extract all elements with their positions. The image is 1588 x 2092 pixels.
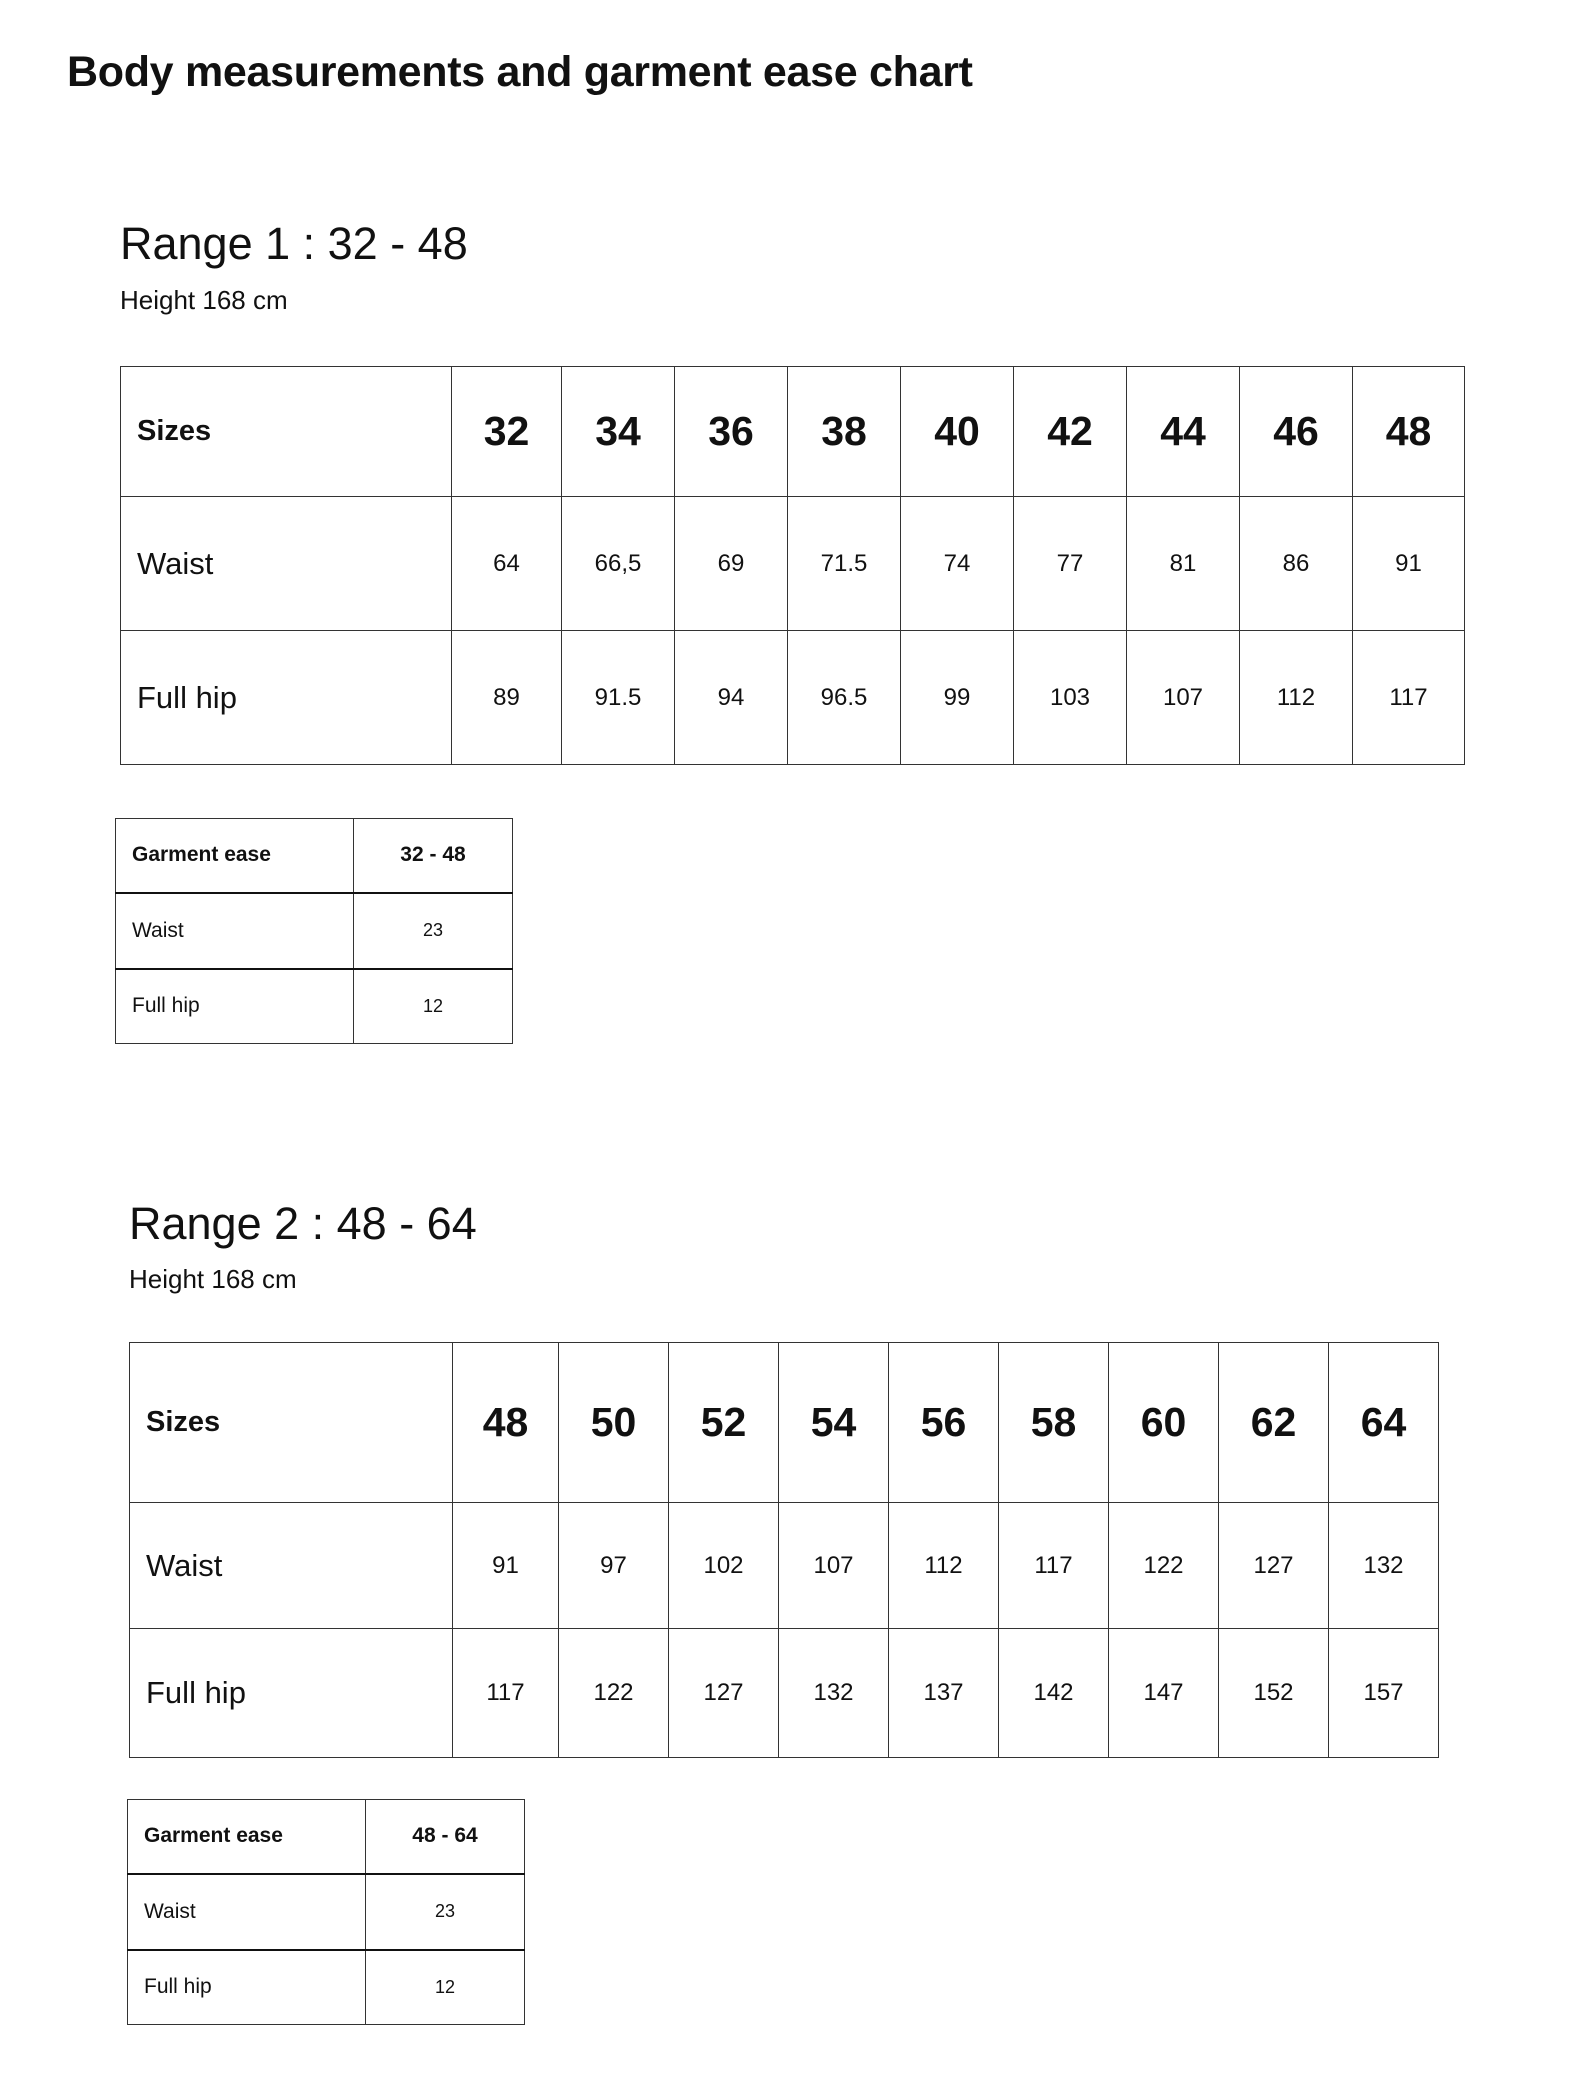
value-cell: 157 (1329, 1629, 1439, 1758)
value-cell: 77 (1014, 497, 1127, 631)
value-cell: 86 (1240, 497, 1353, 631)
size-cell: 52 (669, 1343, 779, 1503)
table-row (121, 497, 1465, 631)
value-cell: 107 (1127, 631, 1240, 765)
range-1-size-table (120, 366, 1465, 765)
value-cell: 147 (1109, 1629, 1219, 1758)
table-row (121, 631, 1465, 765)
range-2-ease-table (127, 1799, 525, 2025)
value-cell: 137 (889, 1629, 999, 1758)
header-label: Sizes (130, 1343, 453, 1503)
size-cell: 42 (1014, 367, 1127, 497)
value-cell: 127 (1219, 1503, 1329, 1629)
range-2-height: Height 168 cm (129, 1264, 297, 1294)
ease-row-label: Waist (128, 1874, 366, 1950)
value-cell: 69 (675, 497, 788, 631)
row-label: Waist (121, 497, 452, 631)
ease-value: 23 (354, 893, 513, 969)
value-cell: 103 (1014, 631, 1127, 765)
value-cell: 112 (1240, 631, 1353, 765)
table-header-row (130, 1343, 1439, 1503)
table-row (128, 1950, 525, 2025)
range-2-title: Range 2 : 48 - 64 (129, 1198, 477, 1249)
value-cell: 94 (675, 631, 788, 765)
value-cell: 97 (559, 1503, 669, 1629)
size-cell: 64 (1329, 1343, 1439, 1503)
value-cell: 107 (779, 1503, 889, 1629)
value-cell: 102 (669, 1503, 779, 1629)
table-row (116, 893, 513, 969)
row-label: Full hip (121, 631, 452, 765)
ease-value: 12 (366, 1950, 525, 2025)
value-cell: 74 (901, 497, 1014, 631)
value-cell: 122 (1109, 1503, 1219, 1629)
ease-row-label: Waist (116, 893, 354, 969)
row-label: Full hip (130, 1629, 453, 1758)
value-cell: 122 (559, 1629, 669, 1758)
value-cell: 91 (453, 1503, 559, 1629)
range-1-height: Height 168 cm (120, 285, 288, 315)
range-1-title: Range 1 : 32 - 48 (120, 218, 468, 269)
size-cell: 34 (562, 367, 675, 497)
ease-header-range: 48 - 64 (366, 1800, 525, 1874)
size-cell: 50 (559, 1343, 669, 1503)
table-header-row (121, 367, 1465, 497)
value-cell: 142 (999, 1629, 1109, 1758)
size-cell: 58 (999, 1343, 1109, 1503)
ease-header-range: 32 - 48 (354, 819, 513, 893)
value-cell: 127 (669, 1629, 779, 1758)
header-label: Sizes (121, 367, 452, 497)
ease-header-label: Garment ease (116, 819, 354, 893)
range-2-size-table (129, 1342, 1439, 1758)
range-1-ease-table (115, 818, 513, 1044)
size-cell: 44 (1127, 367, 1240, 497)
size-cell: 38 (788, 367, 901, 497)
value-cell: 91 (1353, 497, 1465, 631)
table-row (128, 1874, 525, 1950)
value-cell: 71.5 (788, 497, 901, 631)
value-cell: 132 (1329, 1503, 1439, 1629)
size-cell: 60 (1109, 1343, 1219, 1503)
ease-row-label: Full hip (116, 969, 354, 1044)
value-cell: 91.5 (562, 631, 675, 765)
value-cell: 112 (889, 1503, 999, 1629)
value-cell: 89 (452, 631, 562, 765)
size-cell: 46 (1240, 367, 1353, 497)
ease-header-label: Garment ease (128, 1800, 366, 1874)
row-label: Waist (130, 1503, 453, 1629)
value-cell: 117 (453, 1629, 559, 1758)
value-cell: 96.5 (788, 631, 901, 765)
ease-header-row (128, 1800, 525, 1874)
size-cell: 36 (675, 367, 788, 497)
table-row (130, 1503, 1439, 1629)
value-cell: 99 (901, 631, 1014, 765)
value-cell: 66,5 (562, 497, 675, 631)
ease-row-label: Full hip (128, 1950, 366, 2025)
size-cell: 32 (452, 367, 562, 497)
size-cell: 54 (779, 1343, 889, 1503)
ease-value: 23 (366, 1874, 525, 1950)
size-cell: 48 (1353, 367, 1465, 497)
ease-value: 12 (354, 969, 513, 1044)
value-cell: 81 (1127, 497, 1240, 631)
value-cell: 117 (999, 1503, 1109, 1629)
ease-header-row (116, 819, 513, 893)
table-row (130, 1629, 1439, 1758)
value-cell: 132 (779, 1629, 889, 1758)
page-title: Body measurements and garment ease chart (67, 48, 973, 96)
value-cell: 64 (452, 497, 562, 631)
size-cell: 56 (889, 1343, 999, 1503)
value-cell: 152 (1219, 1629, 1329, 1758)
size-cell: 62 (1219, 1343, 1329, 1503)
size-cell: 40 (901, 367, 1014, 497)
table-row (116, 969, 513, 1044)
value-cell: 117 (1353, 631, 1465, 765)
size-cell: 48 (453, 1343, 559, 1503)
